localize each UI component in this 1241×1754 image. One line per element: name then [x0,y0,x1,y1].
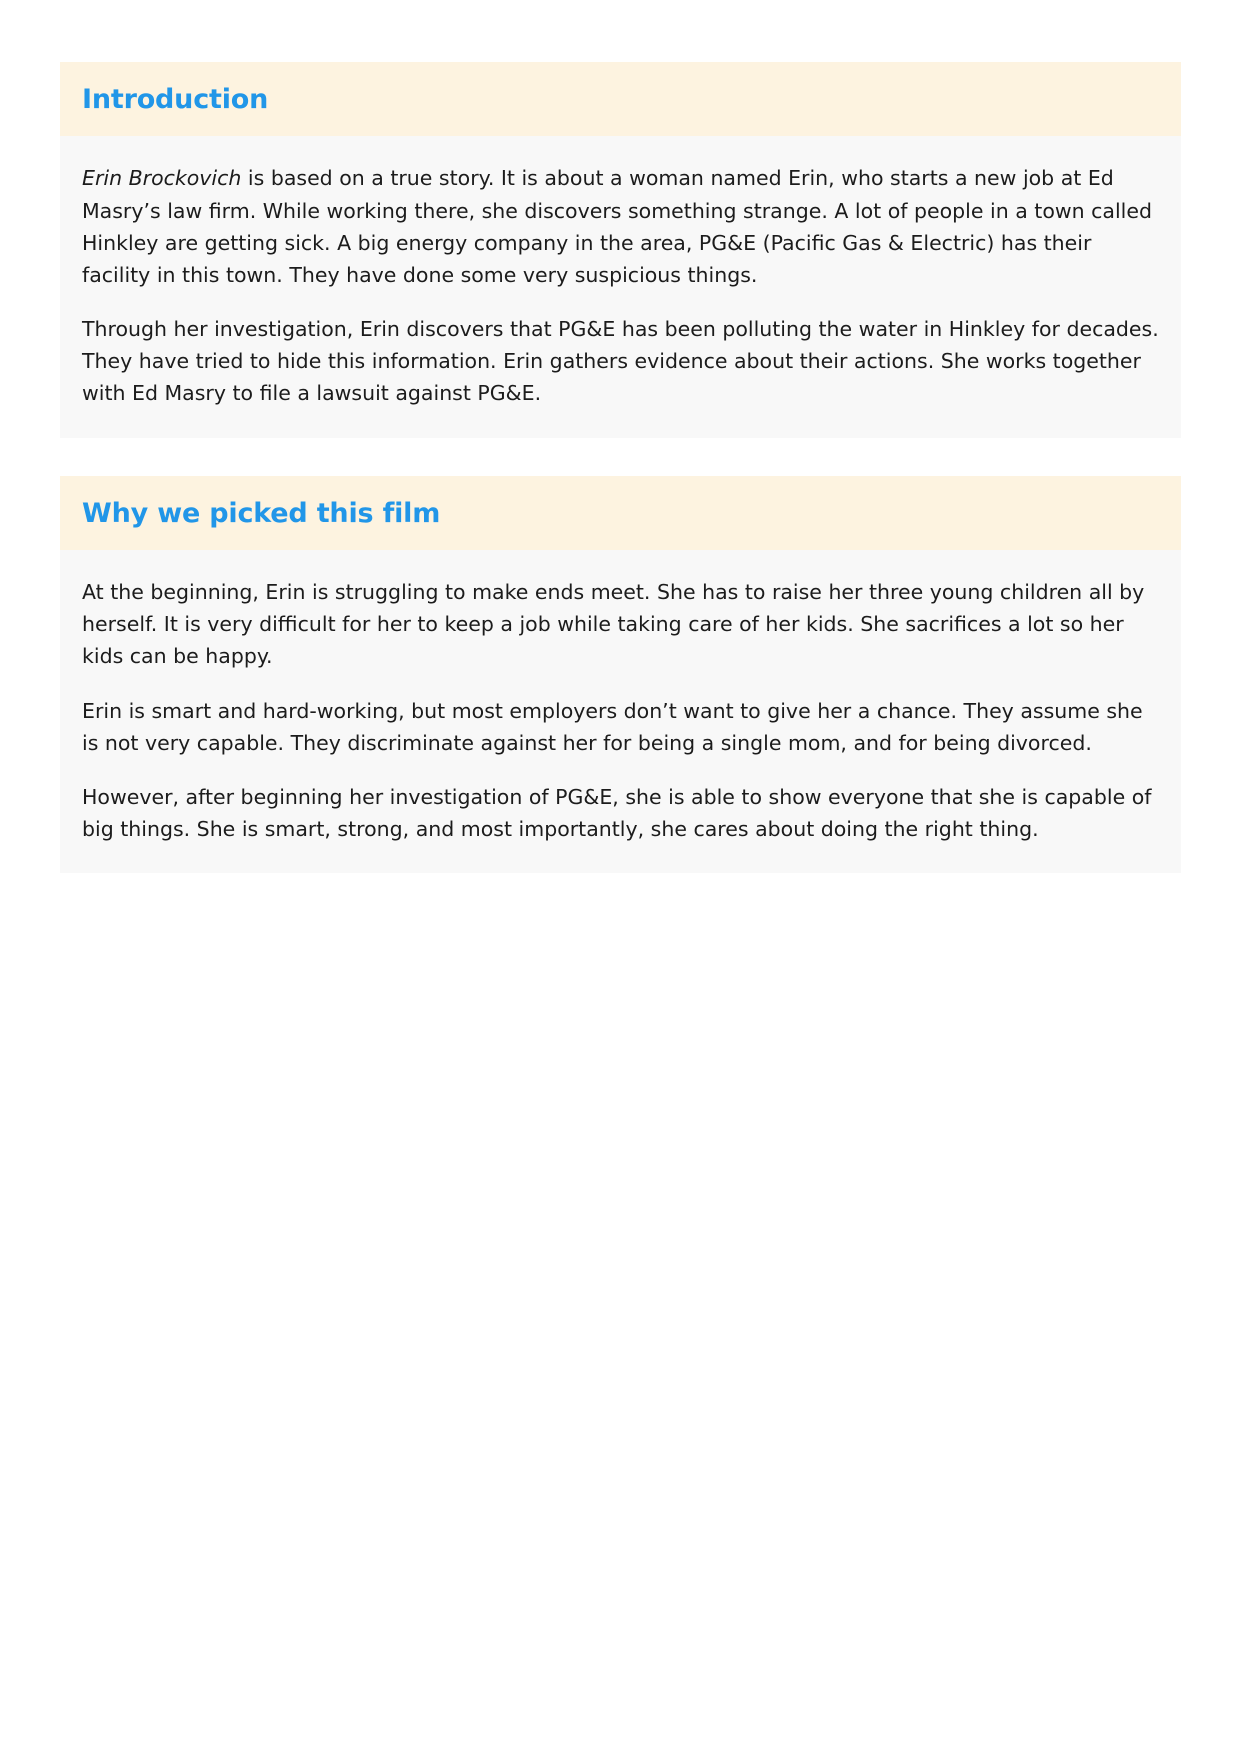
paragraph: At the beginning, Erin is struggling to make ends meet. She has to raise her three young children all by herself. It is very difficult for her to keep a job while taking care of her kids. She sacrifices a lot so her kids can be happy. [82,579,1145,669]
section-heading: Introduction [82,84,269,115]
paragraph [82,162,1159,291]
section-body-why-we-picked-this-film [60,550,1181,873]
paragraph: Erin is smart and hard-working, but most employers don’t want to give her a chance. They assume she is not very capable. They discriminate against her for being a single mom, and for being divorced. [82,698,1143,755]
paragraph-text: is based on a true story. It is about a woman named Erin, who starts a new job at Ed Masry’s law firm. While working there, she discovers something strange. A lot of people in a town called Hinkley are getting sick. A big energy company in the area, PG&E (Pacific Gas & Electric) has their facility in this town. They have done some very suspicious things. [82,166,1152,287]
paragraph: However, after beginning her investigation of PG&E, she is able to show everyone that she is capable of big things. She is smart, strong, and most importantly, she cares about doing the right thing. [82,784,1152,842]
section-heading: Why we picked this film [82,497,441,529]
section-header-introduction [60,62,1181,136]
section-introduction [60,62,1181,438]
paragraph: Through her investigation, Erin discovers that PG&E has been polluting the water in Hinkley for decades. They have tried to hide this information. Erin gathers evidence about their actions. She works together with Ed Masry to file a lawsuit against PG&E. [82,317,1159,406]
section-why-we-picked-this-film [60,476,1181,874]
section-body-introduction [60,136,1181,437]
film-title: Erin Brockovich [82,166,242,191]
section-header-why-we-picked-this-film [60,476,1181,550]
